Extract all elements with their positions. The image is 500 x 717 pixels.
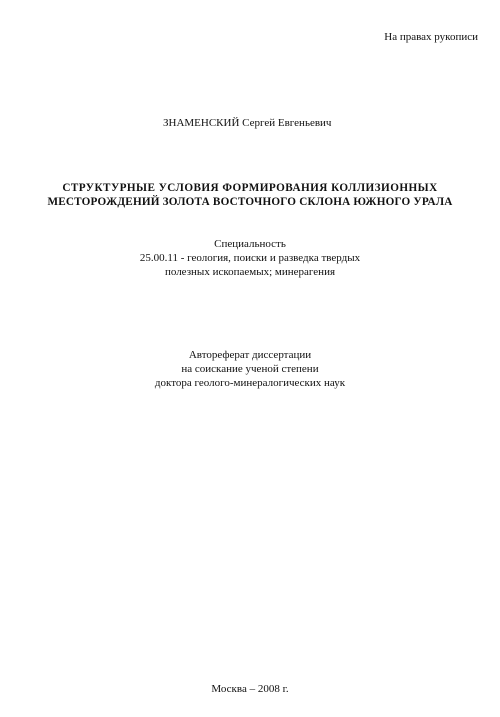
specialty-line-2: полезных ископаемых; минерагения: [164, 266, 336, 278]
rights-note: На правах рукописи: [384, 31, 478, 43]
title-line-2: МЕСТОРОЖДЕНИЙ ЗОЛОТА ВОСТОЧНОГО СКЛОНА ЮЖНОГО УРАЛА: [47, 196, 453, 208]
place-year: Москва – 2008 г.: [211, 683, 289, 695]
degree-line-1: Автореферат диссертации: [188, 349, 312, 361]
specialty-line-1: 25.00.11 - геология, поиски и разведка твердых: [139, 252, 361, 264]
title-line-1: СТРУКТУРНЫЕ УСЛОВИЯ ФОРМИРОВАНИЯ КОЛЛИЗИОННЫХ: [62, 182, 438, 194]
degree-line-3: доктора геолого-минералогических наук: [154, 377, 346, 389]
degree-block: [0, 348, 500, 390]
specialty-block: [0, 237, 500, 279]
specialty-heading: Специальность: [214, 238, 286, 250]
degree-line-2: на соискание ученой степени: [181, 363, 319, 375]
author-name: ЗНАМЕНСКИЙ Сергей Евгеньевич: [163, 117, 332, 129]
dissertation-title: [0, 181, 500, 209]
